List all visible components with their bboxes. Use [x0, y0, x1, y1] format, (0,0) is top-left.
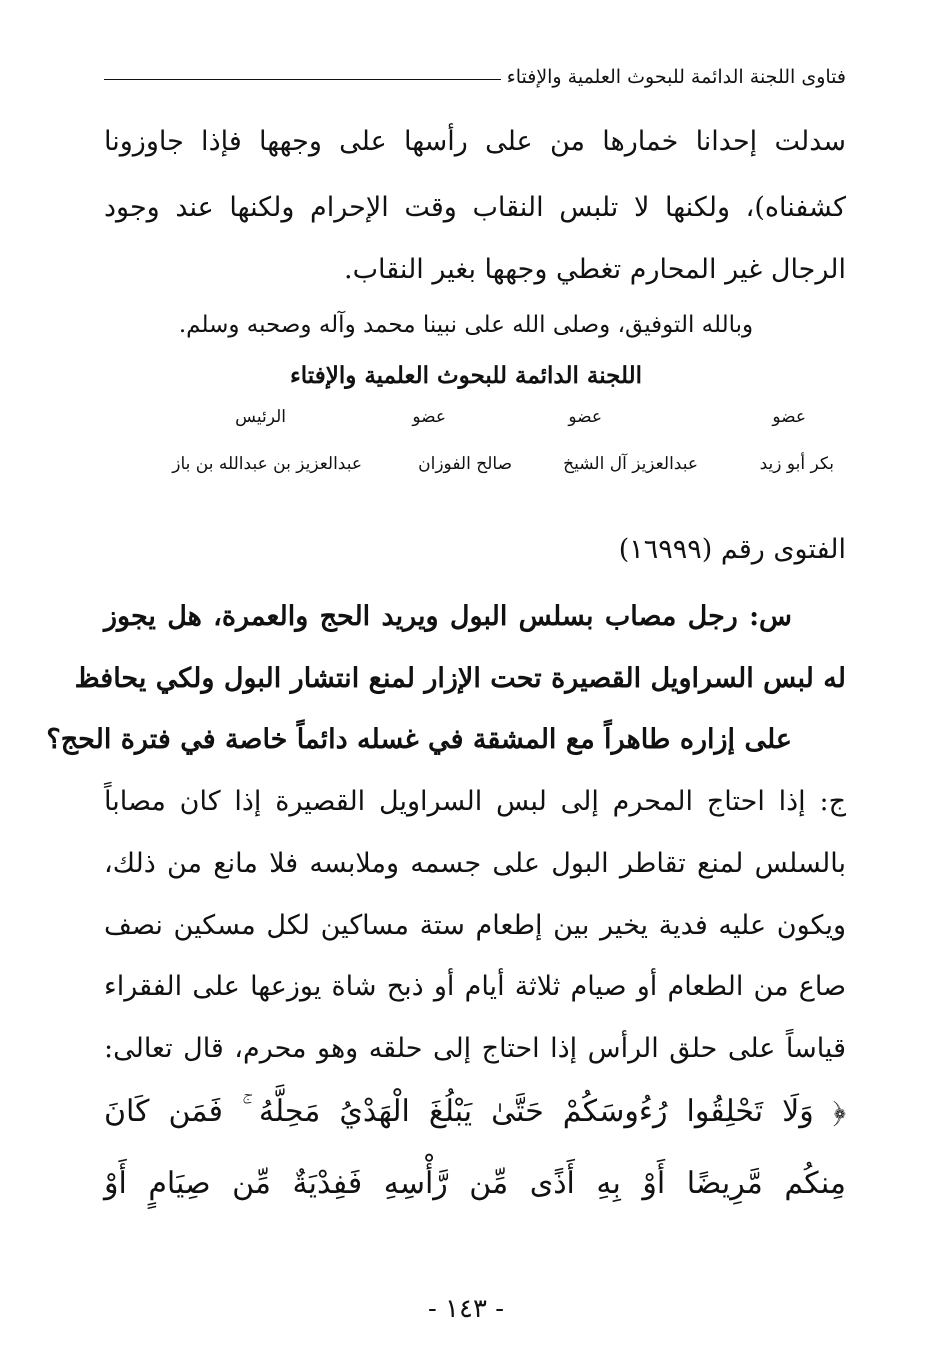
closing-line: وبالله التوفيق، وصلى الله على نبينا محمد وآله وصحبه وسلم.	[178, 312, 754, 338]
signatory-role: عضو	[412, 407, 446, 427]
signatory-role: عضو	[568, 407, 602, 427]
running-header-title: فتاوى اللجنة الدائمة للبحوث العلمية والإفتاء	[506, 66, 846, 88]
fatwa-number: الفتوى رقم (١٦٩٩٩)	[618, 534, 846, 565]
header-rule	[104, 79, 501, 80]
signatory-role: عضو	[772, 407, 806, 427]
signatory-name: عبدالعزيز بن عبدالله بن باز	[172, 454, 362, 474]
question-line: له لبس السراويل القصيرة تحت الإزار لمنع انتشار البول ولكي يحافظ	[74, 663, 846, 694]
signatory-name: عبدالعزيز آل الشيخ	[563, 454, 698, 474]
committee-name: اللجنة الدائمة للبحوث العلمية والإفتاء	[289, 362, 643, 389]
paragraph-line: سدلت إحدانا خمارها من على رأسها على وجهها فإذا جاوزونا	[104, 126, 846, 157]
signatory-roles	[150, 403, 834, 431]
paragraph-line: كشفناه)، ولكنها لا تلبس النقاب وقت الإحرام ولكنها عند وجود	[104, 192, 846, 223]
answer-line: قياساً على حلق الرأس إذا احتاج إلى حلقه وهو محرم، قال تعالى:	[104, 1033, 846, 1064]
paragraph-line: الرجال غير المحارم تغطي وجهها بغير النقاب.	[344, 254, 846, 285]
page-number: - ١٤٣ -	[427, 1294, 505, 1324]
answer-line: بالسلس لمنع تقاطر البول على جسمه وملابسه فلا مانع من ذلك،	[104, 848, 846, 879]
running-header	[104, 62, 846, 92]
question-line: على إزاره طاهراً مع المشقة في غسله دائماً خاصة في فترة الحج؟	[46, 724, 792, 755]
answer-line: ج: إذا احتاج المحرم إلى لبس السراويل القصيرة إذا كان مصاباً	[104, 786, 847, 817]
signatory-name: صالح الفوزان	[418, 454, 512, 474]
signatory-name: بكر أبو زيد	[759, 454, 834, 474]
question-line: س: رجل مصاب بسلس البول ويريد الحج والعمرة، هل يجوز	[104, 601, 792, 632]
answer-line: صاع من الطعام أو صيام ثلاثة أيام أو ذبح شاة يوزعها على الفقراء	[104, 971, 846, 1002]
signatory-names	[150, 450, 834, 478]
signatory-role: الرئيس	[235, 407, 286, 427]
quran-verse-line: ﴿ وَلَا تَحْلِقُوا رُءُوسَكُمْ حَتَّىٰ يَبْلُغَ الْهَدْيُ مَحِلَّهُ ۚ فَمَن كَانَ	[104, 1094, 846, 1129]
answer-line: ويكون عليه فدية يخير بين إطعام ستة مساكين لكل مسكين نصف	[104, 910, 846, 941]
quran-verse-line: مِنكُم مَّرِيضًا أَوْ بِهِ أَذًى مِّن رَّأْسِهِ فَفِدْيَةٌ مِّن صِيَامٍ أَوْ	[104, 1166, 846, 1201]
